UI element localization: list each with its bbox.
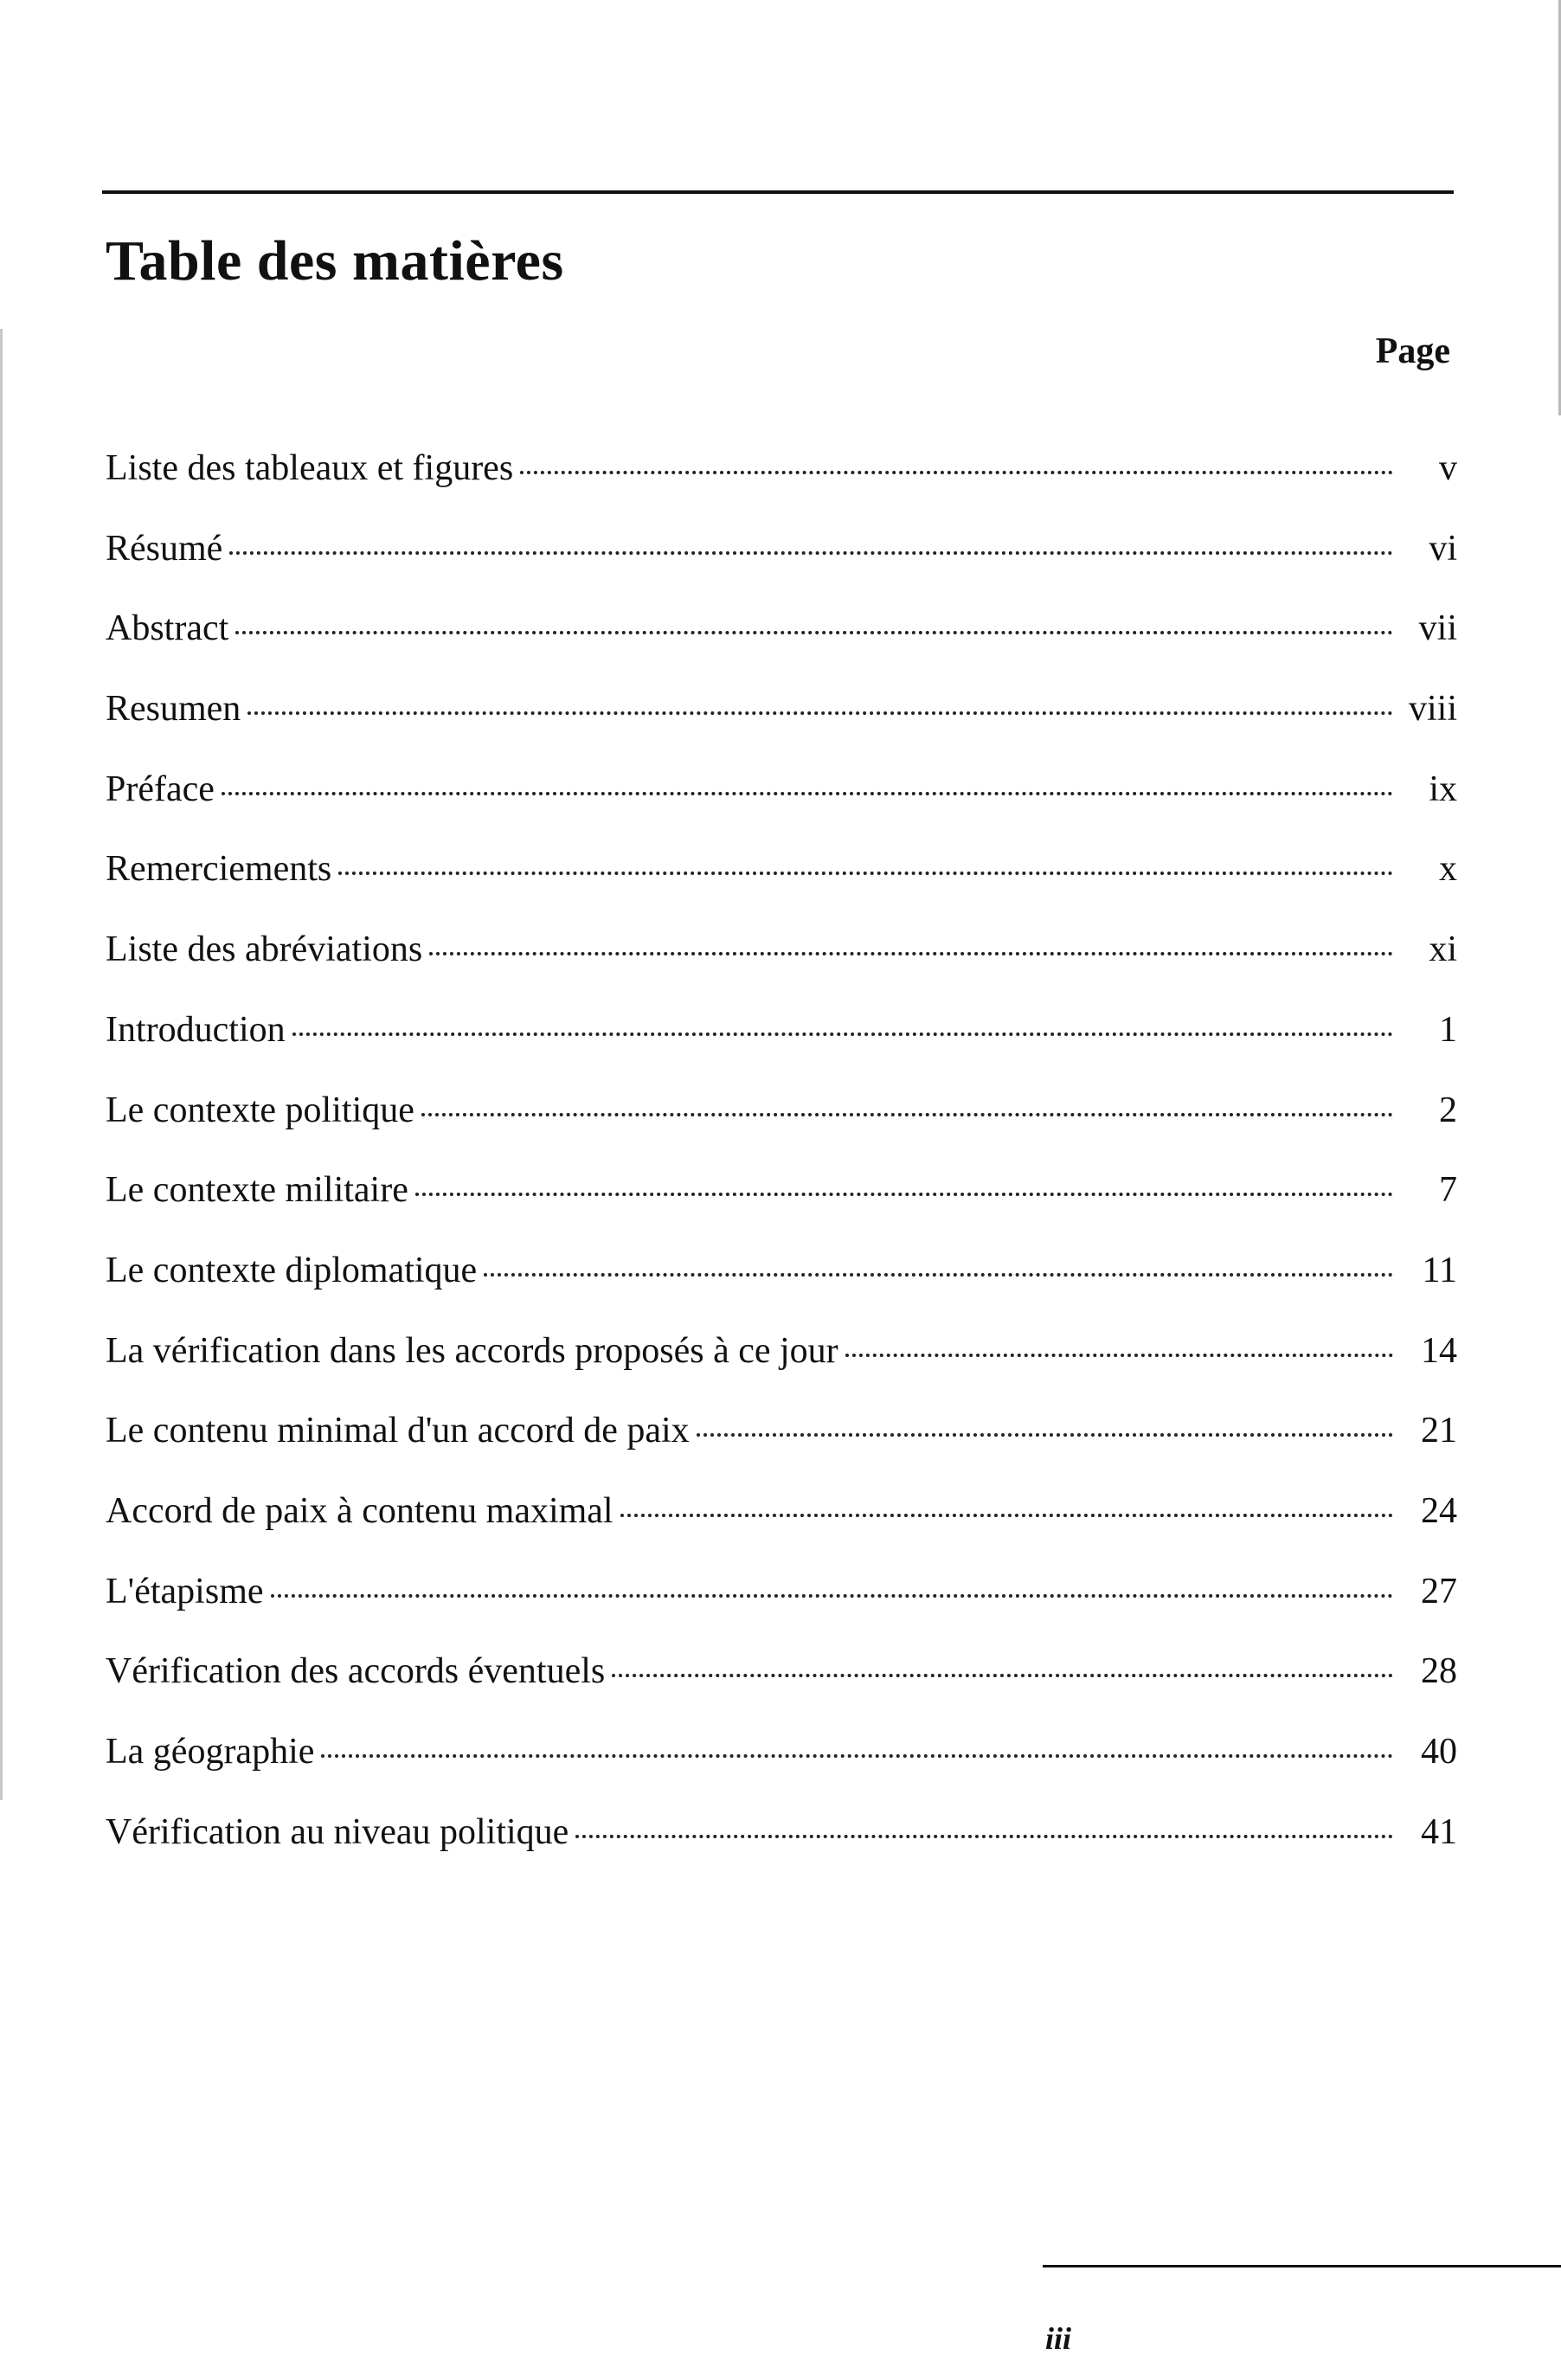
toc-entry-page: 14 (1421, 1330, 1457, 1371)
toc-entry-label: La géographie (106, 1732, 315, 1772)
toc-entry[interactable] (106, 606, 1457, 686)
top-rule (102, 190, 1454, 194)
toc-entry-label: Accord de paix à contenu maximal (106, 1490, 613, 1531)
toc-entry[interactable] (106, 1248, 1457, 1328)
toc-entry[interactable] (106, 686, 1457, 767)
toc-entry-page: vii (1418, 608, 1457, 649)
toc-entry-label: Le contenu minimal d'un accord de paix (106, 1411, 690, 1451)
scan-edge-left (0, 329, 3, 1800)
toc-entry[interactable] (106, 1489, 1457, 1569)
toc-entry-page: x (1439, 849, 1457, 890)
dot-leader (271, 1594, 1394, 1598)
toc-entry-label: Le contexte militaire (106, 1170, 408, 1211)
dot-leader (697, 1433, 1393, 1437)
dot-leader (292, 1032, 1393, 1036)
page-number: iii (1045, 2321, 1072, 2356)
toc-entry-page: xi (1429, 929, 1457, 970)
toc-entry-label: Introduction (106, 1009, 286, 1050)
dot-leader (421, 1113, 1393, 1116)
page-column-header: Page (1375, 331, 1450, 371)
dot-leader (429, 952, 1393, 955)
toc-entry-label: La vérification dans les accords proposés à ce jour (106, 1330, 838, 1371)
dot-leader (338, 872, 1393, 875)
toc-entry-page: 28 (1421, 1651, 1457, 1692)
toc-entry[interactable] (106, 1007, 1457, 1088)
toc-entry-page: 11 (1422, 1250, 1457, 1290)
toc-entry[interactable] (106, 446, 1457, 526)
toc-entry[interactable] (106, 526, 1457, 607)
dot-leader (484, 1273, 1393, 1277)
dot-leader (845, 1354, 1393, 1357)
toc-entry-page: 21 (1421, 1411, 1457, 1451)
toc-entry-label: Résumé (106, 528, 223, 569)
page-title: Table des matières (106, 229, 564, 293)
toc-entry[interactable] (106, 767, 1457, 847)
table-of-contents (106, 446, 1457, 1889)
toc-entry-page: v (1439, 448, 1457, 488)
toc-entry-page: 41 (1421, 1811, 1457, 1852)
toc-entry-label: Vérification des accords éventuels (106, 1651, 606, 1692)
dot-leader (520, 471, 1393, 474)
dot-leader (222, 792, 1393, 795)
toc-entry-page: 40 (1421, 1732, 1457, 1772)
toc-entry[interactable] (106, 927, 1457, 1007)
toc-entry-page: viii (1408, 689, 1457, 730)
dot-leader (229, 551, 1393, 555)
toc-entry-label: L'étapisme (106, 1571, 264, 1611)
toc-entry[interactable] (106, 846, 1457, 927)
toc-entry[interactable] (106, 1167, 1457, 1248)
toc-entry[interactable] (106, 1328, 1457, 1409)
toc-entry[interactable] (106, 1569, 1457, 1650)
toc-entry[interactable] (106, 1649, 1457, 1729)
toc-entry-label: Liste des abréviations (106, 929, 423, 970)
toc-entry-label: Resumen (106, 689, 241, 730)
toc-entry-label: Liste des tableaux et figures (106, 448, 514, 488)
toc-entry-label: Abstract (106, 608, 229, 649)
toc-entry-label: Remerciements (106, 849, 332, 890)
toc-entry-label: Le contexte politique (106, 1090, 414, 1130)
toc-entry-page: 27 (1421, 1571, 1457, 1611)
toc-entry-page: 2 (1439, 1090, 1457, 1130)
dot-leader (415, 1193, 1393, 1196)
dot-leader (620, 1514, 1393, 1517)
toc-entry-page: ix (1429, 769, 1457, 809)
toc-entry-page: 1 (1439, 1009, 1457, 1050)
dot-leader (612, 1674, 1393, 1677)
toc-entry-page: vi (1429, 528, 1457, 569)
toc-entry[interactable] (106, 1810, 1457, 1890)
toc-entry-page: 24 (1421, 1490, 1457, 1531)
toc-entry-label: Le contexte diplomatique (106, 1250, 478, 1290)
dot-leader (235, 631, 1393, 634)
toc-entry-page: 7 (1439, 1170, 1457, 1211)
toc-entry[interactable] (106, 1729, 1457, 1810)
dot-leader (321, 1754, 1393, 1758)
footer-rule (1043, 2265, 1561, 2267)
dot-leader (247, 711, 1393, 715)
toc-entry-label: Préface (106, 769, 215, 809)
toc-entry[interactable] (106, 1088, 1457, 1168)
toc-entry-label: Vérification au niveau politique (106, 1811, 569, 1852)
dot-leader (575, 1835, 1393, 1838)
toc-entry[interactable] (106, 1408, 1457, 1489)
